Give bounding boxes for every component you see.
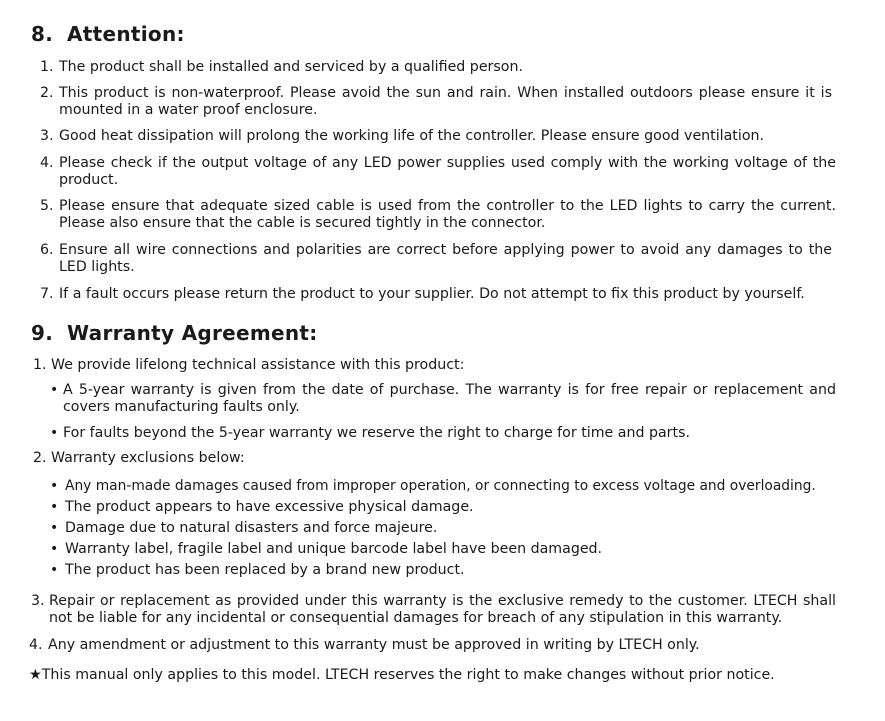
bullet-text: Any man-made damages caused from improper operation, or connecting to excess voltage and overloading. (65, 478, 816, 494)
bullet-text: Warranty label, fragile label and unique barcode label have been damaged. (65, 541, 603, 557)
footer-note (29, 667, 849, 684)
item-number: 1. (40, 59, 54, 75)
item-number: 2. (33, 450, 47, 466)
bullet-dot: • (50, 478, 59, 494)
section-title: Warranty Agreement: (67, 321, 318, 345)
warranty-item-2 (33, 450, 833, 467)
section-number: 8. (31, 22, 54, 46)
warranty-bullet (50, 382, 836, 416)
item-number: 5. (40, 198, 54, 214)
item-text: Repair or replacement as provided under this warranty is the exclusive remedy to the customer. LTECH shall not be liable for any incidental or consequential damages for breach of any stipulation in this warranty. (49, 593, 836, 626)
attention-item-7 (40, 286, 836, 303)
warranty-bullet (50, 541, 836, 558)
item-text: The product shall be installed and serviced by a qualified person. (59, 59, 523, 75)
bullet-text: The product has been replaced by a brand new product. (65, 562, 465, 578)
bullet-text: For faults beyond the 5-year warranty we reserve the right to charge for time and parts. (63, 425, 690, 441)
item-number: 6. (40, 242, 54, 258)
attention-item-6 (40, 242, 832, 276)
footer-note-text: This manual only applies to this model. LTECH reserves the right to make changes without prior notice. (41, 667, 775, 683)
item-text: Any amendment or adjustment to this warranty must be approved in writing by LTECH only. (48, 637, 700, 653)
item-text: Warranty exclusions below: (51, 450, 245, 466)
attention-item-1 (40, 59, 836, 76)
item-text: We provide lifelong technical assistance with this product: (51, 357, 465, 373)
star-icon: ★ (29, 667, 42, 683)
attention-item-3 (40, 128, 836, 145)
warranty-bullet (50, 425, 836, 442)
warranty-item-4 (29, 637, 834, 654)
attention-item-2 (40, 85, 832, 119)
warranty-bullet (50, 562, 836, 579)
warranty-bullet (50, 520, 836, 537)
warranty-bullet (50, 478, 836, 495)
bullet-text: Damage due to natural disasters and force majeure. (65, 520, 438, 536)
item-text: This product is non-waterproof. Please avoid the sun and rain. When installed outdoors please ensure it is mounted in a water proof enclosure. (59, 85, 832, 118)
section-number: 9. (31, 321, 54, 345)
warranty-item-3 (31, 593, 836, 627)
item-number: 7. (40, 286, 54, 302)
item-number: 4. (29, 637, 43, 653)
warranty-bullet (50, 499, 836, 516)
item-number: 3. (31, 593, 45, 609)
item-text: Please check if the output voltage of any LED power supplies used comply with the working voltage of the product. (59, 155, 836, 188)
section-title: Attention: (67, 22, 185, 46)
warranty-item-1 (33, 357, 833, 374)
bullet-dot: • (50, 562, 59, 578)
item-text: Ensure all wire connections and polarities are correct before applying power to avoid any damages to the LED lights. (59, 242, 832, 275)
bullet-dot: • (50, 425, 59, 441)
bullet-dot: • (50, 382, 59, 398)
attention-item-5 (40, 198, 836, 232)
bullet-dot: • (50, 520, 59, 536)
item-number: 1. (33, 357, 47, 373)
item-text: Please ensure that adequate sized cable is used from the controller to the LED lights to carry the current. Please also ensure that the cable is secured tightly in the connector. (59, 198, 836, 231)
bullet-text: A 5-year warranty is given from the date of purchase. The warranty is for free repair or replacement and covers manufacturing faults only. (63, 382, 836, 415)
attention-heading (31, 22, 185, 46)
attention-item-4 (40, 155, 836, 189)
bullet-dot: • (50, 541, 59, 557)
bullet-text: The product appears to have excessive physical damage. (65, 499, 474, 515)
item-number: 2. (40, 85, 54, 101)
warranty-heading (31, 321, 318, 345)
item-text: Good heat dissipation will prolong the working life of the controller. Please ensure good ventilation. (59, 128, 764, 144)
item-text: If a fault occurs please return the product to your supplier. Do not attempt to fix this product by yourself. (59, 286, 805, 302)
item-number: 4. (40, 155, 54, 171)
bullet-dot: • (50, 499, 59, 515)
item-number: 3. (40, 128, 54, 144)
